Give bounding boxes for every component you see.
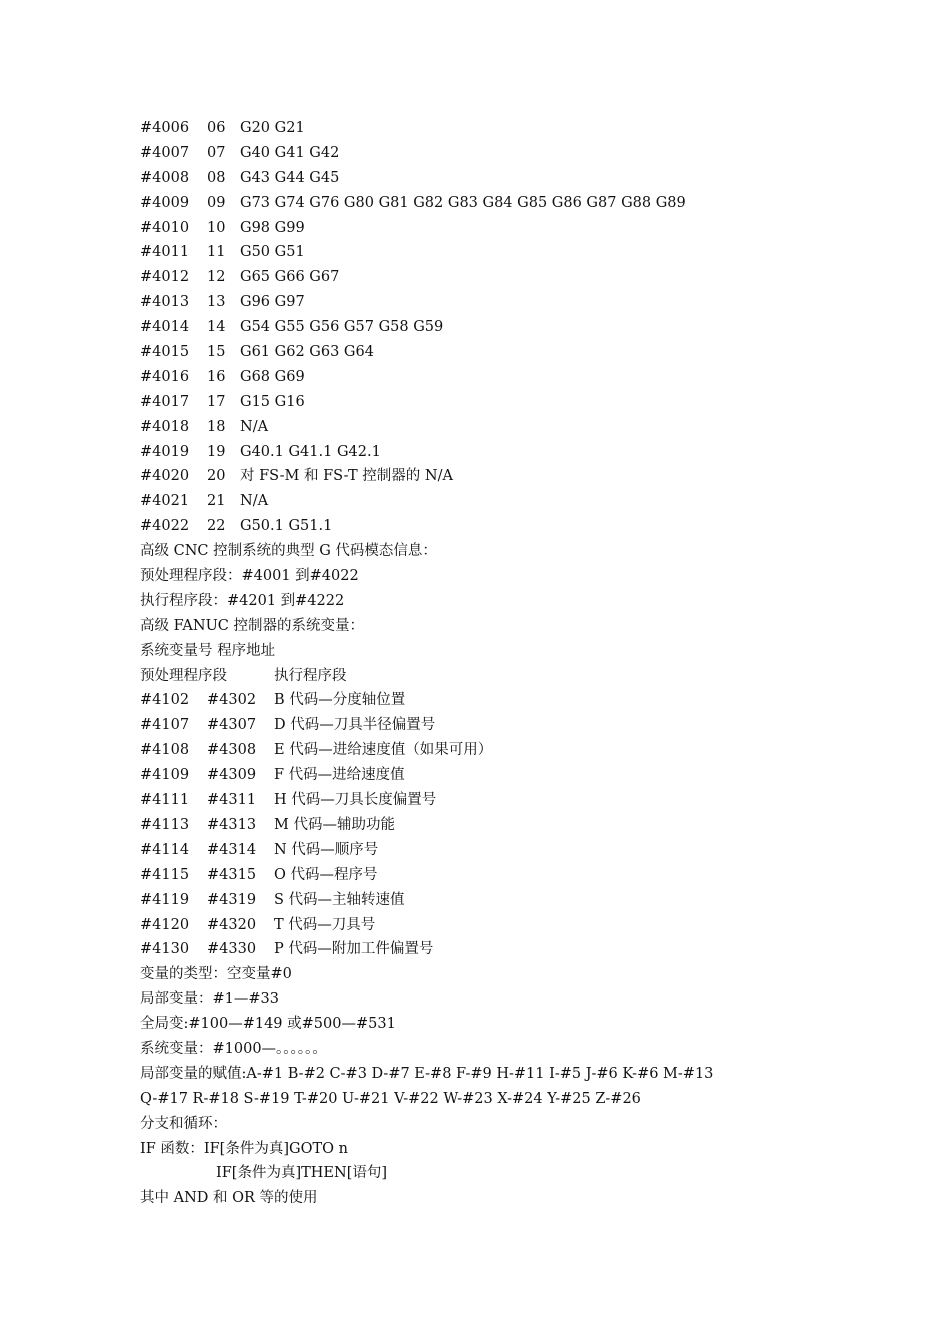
preprocess-var: #4119 — [140, 891, 190, 908]
header-preprocess: 预处理程序段 — [140, 667, 227, 684]
execute-var: #4330 — [207, 941, 257, 958]
text-line: IF 函数：IF[条件为真]GOTO n — [140, 1140, 348, 1157]
group-number: 11 — [207, 244, 226, 261]
execute-var: #4302 — [207, 692, 257, 709]
gcode-list: G68 G69 — [240, 368, 305, 385]
text-line: 预处理程序段：#4001 到#4022 — [140, 568, 359, 585]
gcode-row — [140, 415, 900, 440]
variable-number: #4006 — [140, 120, 190, 136]
gcode-list: G15 G16 — [240, 393, 305, 410]
program-header-row — [140, 664, 900, 689]
execute-var: #4319 — [207, 891, 257, 908]
system-variable-row — [140, 838, 900, 863]
variable-number: #4011 — [140, 244, 190, 261]
system-variable-row — [140, 888, 900, 913]
variable-description: O 代码—程序号 — [274, 866, 378, 883]
variable-description: H 代码—刀具长度偏置号 — [274, 792, 437, 809]
gcode-row — [140, 489, 900, 514]
preprocess-var: #4107 — [140, 717, 190, 734]
gcode-row — [140, 216, 900, 241]
variable-number: #4008 — [140, 169, 190, 186]
text-line: Q-#17 R-#18 S-#19 T-#20 U-#21 V-#22 W-#23 X-#24 Y-#25 Z-#26 — [140, 1090, 641, 1107]
group-number: 19 — [207, 443, 226, 460]
execute-var: #4320 — [207, 916, 257, 933]
group-number: 09 — [207, 194, 226, 211]
text-line: 变量的类型：空变量#0 — [140, 966, 292, 983]
last-line: 其中 AND 和 OR 等的使用 — [140, 1190, 318, 1207]
preprocess-var: #4113 — [140, 816, 190, 833]
group-number: 16 — [207, 368, 226, 385]
execute-var: #4308 — [207, 742, 257, 759]
gcode-list: G50 G51 — [240, 244, 305, 261]
variable-number: #4015 — [140, 344, 190, 361]
variable-number: #4019 — [140, 443, 190, 460]
system-variable-row — [140, 813, 900, 838]
gcode-row — [140, 390, 900, 415]
group-number: 21 — [207, 493, 226, 510]
gcode-row — [140, 290, 900, 315]
variable-number: #4012 — [140, 269, 190, 286]
variable-description: S 代码—主轴转速值 — [274, 891, 405, 908]
gcode-row — [140, 166, 900, 191]
group-number: 15 — [207, 344, 226, 361]
preprocess-var: #4115 — [140, 866, 190, 883]
execute-var: #4314 — [207, 841, 257, 858]
gcode-list: G61 G62 G63 G64 — [240, 344, 374, 361]
gcode-row — [140, 365, 900, 390]
variable-number: #4018 — [140, 418, 190, 435]
variable-description: M 代码—辅助功能 — [274, 816, 395, 833]
preprocess-var: #4120 — [140, 916, 190, 933]
execute-var: #4315 — [207, 866, 257, 883]
preprocess-var: #4108 — [140, 742, 190, 759]
variable-description: D 代码—刀具半径偏置号 — [274, 717, 436, 734]
gcode-list: G54 G55 G56 G57 G58 G59 — [240, 319, 444, 336]
group-number: 07 — [207, 144, 226, 161]
gcode-list: G65 G66 G67 — [240, 269, 340, 286]
text-line: 全局变:#100—#149 或#500—#531 — [140, 1016, 396, 1033]
variable-number: #4022 — [140, 518, 190, 535]
variable-number: #4007 — [140, 144, 190, 161]
gcode-list: G98 G99 — [240, 219, 305, 236]
gcode-list: G96 G97 — [240, 294, 305, 311]
gcode-list: G40 G41 G42 — [240, 144, 340, 161]
variable-description: F 代码—进给速度值 — [274, 767, 405, 784]
variable-description: P 代码—附加工件偏置号 — [274, 941, 434, 958]
system-variable-row — [140, 788, 900, 813]
gcode-row — [140, 265, 900, 290]
gcode-list: N/A — [240, 418, 269, 435]
execute-var: #4309 — [207, 767, 257, 784]
variable-number: #4016 — [140, 368, 190, 385]
gcode-list: G50.1 G51.1 — [240, 518, 333, 535]
group-number: 13 — [207, 294, 226, 311]
gcode-modal-table — [140, 116, 900, 539]
text-line: 局部变量的赋值:A-#1 B-#2 C-#3 D-#7 E-#8 F-#9 H-#11 I-#5 J-#6 K-#6 M-#13 — [140, 1065, 714, 1082]
preprocess-var: #4111 — [140, 792, 190, 809]
system-variable-row — [140, 937, 900, 962]
group-number: 18 — [207, 418, 226, 435]
preprocess-var: #4130 — [140, 941, 190, 958]
gcode-row — [140, 440, 900, 465]
variable-number: #4014 — [140, 319, 190, 336]
gcode-row — [140, 191, 900, 216]
group-number: 22 — [207, 518, 226, 535]
gcode-list: G73 G74 G76 G80 G81 G82 G83 G84 G85 G86 G87 G88 G89 — [240, 194, 686, 211]
system-variable-row — [140, 913, 900, 938]
variable-number: #4020 — [140, 468, 190, 485]
execute-var: #4311 — [207, 792, 257, 809]
system-variable-row — [140, 738, 900, 763]
text-line: 执行程序段：#4201 到#4222 — [140, 592, 345, 609]
preprocess-var: #4102 — [140, 692, 190, 709]
group-number: 17 — [207, 393, 226, 410]
group-number: 08 — [207, 169, 226, 186]
text-line: 高级 CNC 控制系统的典型 G 代码模态信息： — [140, 543, 437, 560]
system-variable-row — [140, 763, 900, 788]
intro-text-block — [140, 539, 900, 663]
variable-number: #4021 — [140, 493, 190, 510]
group-number: 12 — [207, 269, 226, 286]
gcode-list: 对 FS-M 和 FS-T 控制器的 N/A — [240, 468, 453, 485]
gcode-row — [140, 141, 900, 166]
variable-description: B 代码—分度轴位置 — [274, 692, 406, 709]
gcode-list: G20 G21 — [240, 120, 305, 136]
document-body — [140, 116, 900, 1211]
text-line: 局部变量：#1—#33 — [140, 991, 279, 1008]
group-number: 20 — [207, 468, 226, 485]
variable-description: T 代码—刀具号 — [274, 916, 376, 933]
text-line: 分支和循环： — [140, 1115, 227, 1132]
execute-var: #4307 — [207, 717, 257, 734]
gcode-row — [140, 464, 900, 489]
text-line: 高级 FANUC 控制器的系统变量： — [140, 617, 364, 634]
variable-number: #4017 — [140, 393, 190, 410]
execute-var: #4313 — [207, 816, 257, 833]
system-variable-row — [140, 863, 900, 888]
text-line: 系统变量号 程序地址 — [140, 642, 276, 659]
system-variable-row — [140, 713, 900, 738]
group-number: 14 — [207, 319, 226, 336]
system-variable-table — [140, 688, 900, 962]
group-number: 06 — [207, 120, 226, 136]
group-number: 10 — [207, 219, 226, 236]
preprocess-var: #4109 — [140, 767, 190, 784]
variable-number: #4013 — [140, 294, 190, 311]
variables-text-block — [140, 962, 900, 1161]
gcode-row — [140, 240, 900, 265]
gcode-row — [140, 315, 900, 340]
gcode-list: G40.1 G41.1 G42.1 — [240, 443, 381, 460]
gcode-row — [140, 340, 900, 365]
gcode-list: G43 G44 G45 — [240, 169, 340, 186]
system-variable-row — [140, 688, 900, 713]
header-execute: 执行程序段 — [274, 667, 347, 684]
variable-number: #4009 — [140, 194, 190, 211]
variable-description: E 代码—进给速度值（如果可用） — [274, 742, 493, 759]
gcode-row — [140, 116, 900, 141]
preprocess-var: #4114 — [140, 841, 190, 858]
variable-number: #4010 — [140, 219, 190, 236]
gcode-row — [140, 514, 900, 539]
variable-description: N 代码—顺序号 — [274, 841, 379, 858]
gcode-list: N/A — [240, 493, 269, 510]
text-line: 系统变量：#1000—。。。。。。 — [140, 1040, 327, 1057]
if-then-line: IF[条件为真]THEN[语句] — [216, 1165, 388, 1182]
